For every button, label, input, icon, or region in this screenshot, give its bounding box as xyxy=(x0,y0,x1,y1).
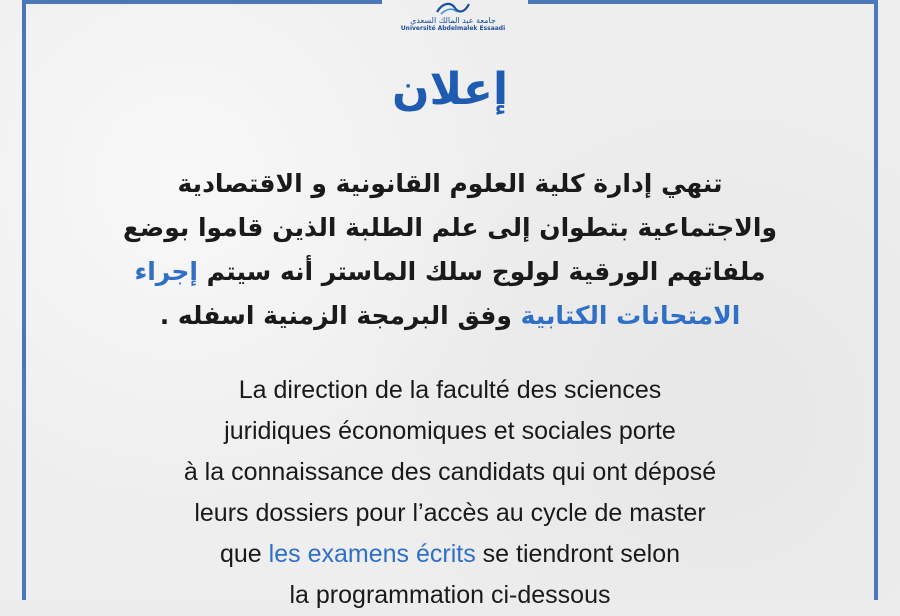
arabic-line-2: والاجتماعية بتطوان إلى علم الطلبة الذين قاموا بوضع xyxy=(122,213,778,242)
logo-wave-icon xyxy=(433,0,473,16)
frame-top-left-border xyxy=(22,0,382,4)
arabic-highlight-ijraa: إجراء xyxy=(134,257,198,286)
french-line-5 xyxy=(90,534,810,575)
logo-arabic-name: جامعة عبد المالك السعدي xyxy=(410,16,496,25)
french-paragraph xyxy=(90,370,810,616)
arabic-line-4-text: وفق البرمجة الزمنية اسفله . xyxy=(159,301,521,330)
french-line-1: La direction de la faculté des sciences xyxy=(238,376,662,404)
french-line-2: juridiques économiques et sociales porte xyxy=(224,417,676,445)
logo-french-name: Université Abdelmalek Essaadi xyxy=(400,25,506,32)
arabic-line-4 xyxy=(120,294,780,338)
arabic-paragraph xyxy=(120,162,780,338)
french-line-3: à la connaissance des candidats qui ont déposé xyxy=(183,458,717,486)
arabic-line-1: تنهي إدارة كلية العلوم القانونية و الاقتصادية xyxy=(177,169,723,198)
french-highlight-exams: les examens écrits xyxy=(268,540,476,568)
announcement-title: إعلان xyxy=(391,64,509,115)
university-logo xyxy=(390,0,516,36)
french-line-4: leurs dossiers pour l’accès au cycle de master xyxy=(194,499,706,527)
frame-top-right-border xyxy=(528,0,878,4)
french-line-5-start: que xyxy=(220,540,269,568)
arabic-highlight-exams: الامتحانات الكتابية xyxy=(520,301,741,330)
french-line-6: la programmation ci-dessous xyxy=(289,581,611,609)
arabic-line-3-text: ملفاتهم الورقية لولوج سلك الماستر أنه سيتم xyxy=(197,257,766,286)
french-line-5-end: se tiendront selon xyxy=(475,540,680,568)
arabic-line-3 xyxy=(120,250,780,294)
